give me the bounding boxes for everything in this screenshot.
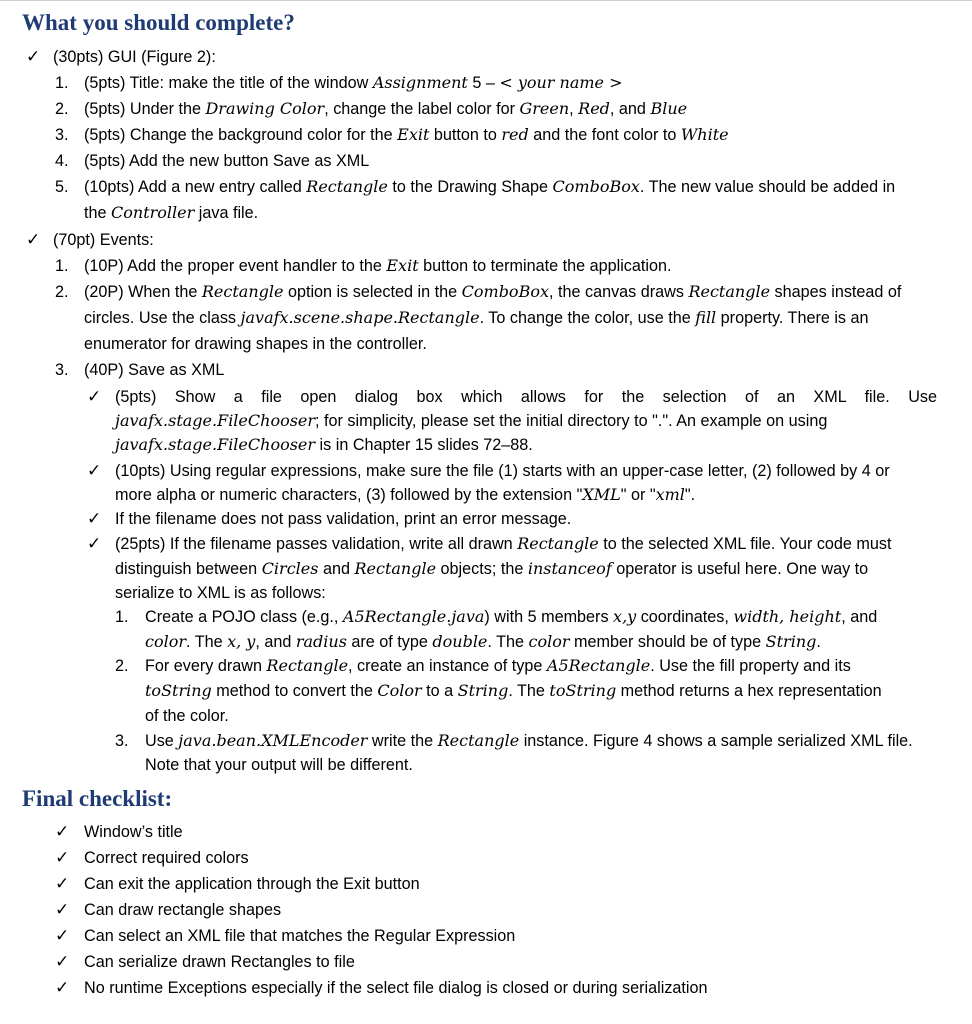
pojo-step-2-cont2: of the color. <box>145 707 229 725</box>
check-icon: ✓ <box>55 822 70 841</box>
check-icon: ✓ <box>26 47 41 66</box>
gui-item-1: (5pts) Title: make the title of the window Assignment 5 – < your name > <box>84 73 623 92</box>
section-heading-final-checklist: Final checklist: <box>22 786 173 811</box>
pojo-step-2-cont: toString method to convert the Color to a String. The toString method returns a hex representation <box>145 681 882 700</box>
list-number: 5. <box>55 178 69 196</box>
checklist-item: Can exit the application through the Exit button <box>84 875 420 893</box>
event-item-2-cont: circles. Use the class javafx.scene.shape.Rectangle. To change the color, use the fill property. There is an <box>84 308 869 327</box>
pojo-step-3: Use java.bean.XMLEncoder write the Rectangle instance. Figure 4 shows a sample serialized XML file. <box>145 731 913 750</box>
check-icon: ✓ <box>87 534 102 553</box>
list-number: 4. <box>55 152 69 170</box>
list-number: 2. <box>115 657 129 675</box>
save-step-2-cont: more alpha or numeric characters, (3) followed by the extension "XML" or "xml". <box>115 485 696 504</box>
check-icon: ✓ <box>55 952 70 971</box>
checklist-item: Window’s title <box>84 823 183 841</box>
list-number: 1. <box>55 74 69 92</box>
list-number: 3. <box>55 126 69 144</box>
save-step-2: (10pts) Using regular expressions, make sure the file (1) starts with an upper-case letter, (2) followed by 4 or <box>115 462 890 480</box>
checklist-item: Can draw rectangle shapes <box>84 901 282 919</box>
gui-item-5-cont: the Controller java file. <box>84 203 259 222</box>
pojo-step-1: Create a POJO class (e.g., A5Rectangle.java) with 5 members x,y coordinates, width, height, and <box>145 607 878 626</box>
gui-item-2: (5pts) Under the Drawing Color, change the label color for Green, Red, and Blue <box>84 99 688 118</box>
list-number: 2. <box>55 100 69 118</box>
check-icon: ✓ <box>26 230 41 249</box>
event-item-2-cont2: enumerator for drawing shapes in the controller. <box>84 335 427 353</box>
check-icon: ✓ <box>55 926 70 945</box>
list-number: 3. <box>55 361 69 379</box>
save-step-4: (25pts) If the filename passes validation, write all drawn Rectangle to the selected XML file. Your code must <box>115 534 892 553</box>
checklist-item: No runtime Exceptions especially if the select file dialog is closed or during serialization <box>84 979 708 997</box>
list-number: 3. <box>115 732 129 750</box>
check-icon: ✓ <box>87 387 102 406</box>
gui-section-title: (30pts) GUI (Figure 2): <box>53 48 216 66</box>
check-icon: ✓ <box>87 461 102 480</box>
save-step-4-cont: distinguish between Circles and Rectangle objects; the instanceof operator is useful here. One way to <box>115 559 869 578</box>
list-number: 1. <box>55 257 69 275</box>
check-icon: ✓ <box>87 509 102 528</box>
event-item-1: (10P) Add the proper event handler to the Exit button to terminate the application. <box>84 256 672 275</box>
check-icon: ✓ <box>55 978 70 997</box>
gui-item-3: (5pts) Change the background color for the Exit button to red and the font color to White <box>84 125 729 144</box>
gui-item-4: (5pts) Add the new button Save as XML <box>84 152 370 170</box>
pojo-step-2: For every drawn Rectangle, create an instance of type A5Rectangle. Use the fill property and its <box>145 656 851 675</box>
events-section-title: (70pt) Events: <box>53 231 154 249</box>
event-item-2: (20P) When the Rectangle option is selected in the ComboBox, the canvas draws Rectangle shapes instead of <box>84 282 902 301</box>
save-step-3: If the filename does not pass validation, print an error message. <box>115 510 572 528</box>
save-step-1-cont: javafx.stage.FileChooser; for simplicity, please set the initial directory to ".". An example on using <box>115 411 828 430</box>
pojo-step-1-cont: color. The x, y, and radius are of type double. The color member should be of type String. <box>145 632 821 651</box>
list-number: 1. <box>115 608 129 626</box>
section-heading-complete: What you should complete? <box>22 10 295 35</box>
save-step-1: (5pts) Show a file open dialog box which allows for the selection of an XML file. Use <box>115 388 937 406</box>
checklist-item: Can serialize drawn Rectangles to file <box>84 953 355 971</box>
pojo-step-3-cont: Note that your output will be different. <box>145 756 413 774</box>
event-item-3-title: (40P) Save as XML <box>84 361 225 379</box>
check-icon: ✓ <box>55 848 70 867</box>
check-icon: ✓ <box>55 874 70 893</box>
save-step-4-cont2: serialize to XML is as follows: <box>115 584 326 602</box>
gui-item-5: (10pts) Add a new entry called Rectangle to the Drawing Shape ComboBox. The new value should be added in <box>84 177 896 196</box>
list-number: 2. <box>55 283 69 301</box>
save-step-1-cont2: javafx.stage.FileChooser is in Chapter 15 slides 72–88. <box>115 435 533 454</box>
checklist-item: Correct required colors <box>84 849 249 867</box>
top-rule <box>0 0 972 1</box>
checklist-item: Can select an XML file that matches the Regular Expression <box>84 927 516 945</box>
check-icon: ✓ <box>55 900 70 919</box>
